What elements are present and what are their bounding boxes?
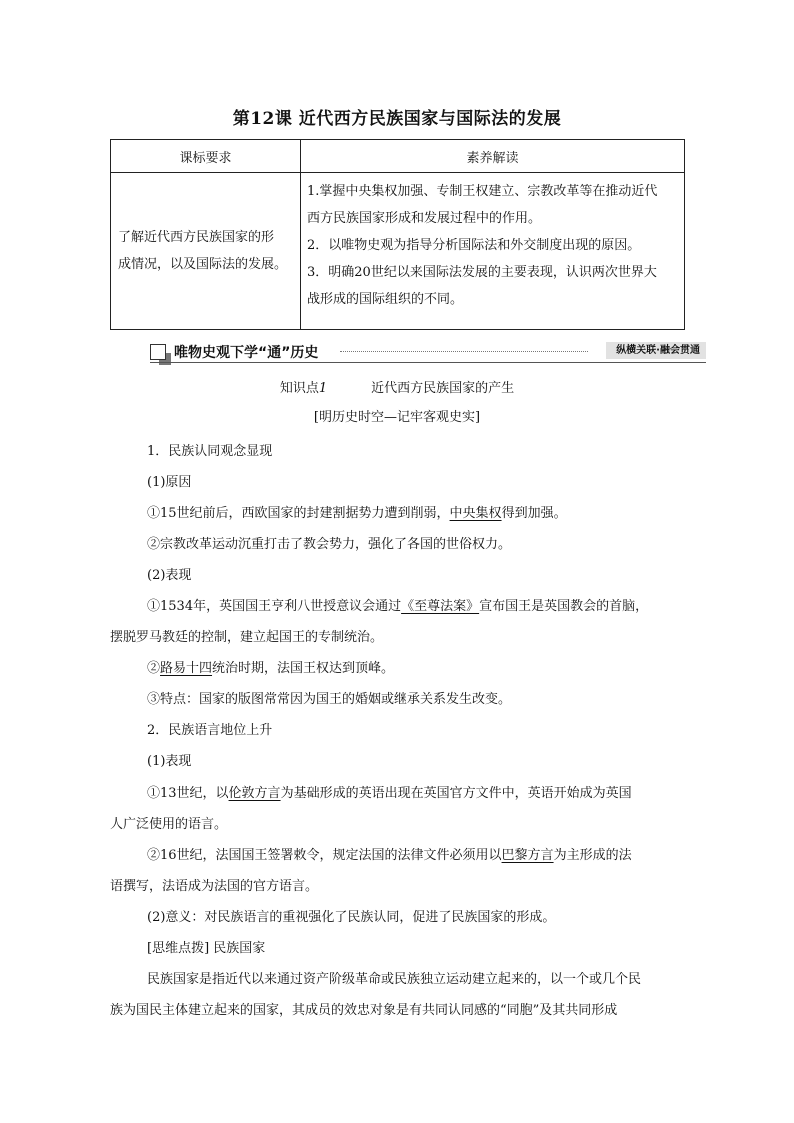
section-heading: 2．民族语言地位上升 [147, 723, 273, 738]
table-header-literacy: 素养解读 [301, 140, 685, 173]
paragraph-line: 摆脱罗马教廷的控制，建立起国王的专制统治。 [110, 630, 384, 645]
paragraph-line [147, 502, 567, 521]
text-span: 宣布国王是英国教会的首脑， [479, 599, 649, 614]
requirements-line: 成情况，以及国际法的发展。 [118, 257, 288, 272]
dotted-leader [340, 351, 588, 352]
knowledge-point-subtitle: [明历史时空—记牢客观史实] [313, 410, 481, 425]
literacy-line: 1.掌握中央集权加强、专制王权建立、宗教改革等在推动近代 [307, 184, 658, 199]
text-span: ①1534年，英国国王亨利八世授意议会通过 [147, 599, 402, 614]
paragraph-line: 民族国家是指近代以来通过资产阶级革命或民族独立运动建立起来的，以一个或几个民 [147, 972, 642, 987]
paragraph-line [147, 782, 632, 801]
lesson-title: 第12课 近代西方民族国家与国际法的发展 [232, 109, 562, 129]
underlined-term: 伦敦方言 [228, 786, 281, 801]
paragraph-line: (2)意义：对民族语言的重视强化了民族认同，促进了民族国家的形成。 [147, 910, 556, 925]
banner-rule [150, 362, 706, 363]
paragraph-line [147, 657, 394, 676]
text-span: ①15世纪前后，西欧国家的封建割据势力遭到削弱， [147, 506, 450, 521]
text-span: 为主形成的法 [553, 848, 632, 863]
paragraph-line [147, 844, 632, 863]
table-header-row [111, 140, 685, 173]
paragraph-line: 人广泛使用的语言。 [110, 817, 228, 832]
paragraph-line: 语撰写，法语成为法国的官方语言。 [110, 879, 319, 894]
knowledge-point-heading [0, 377, 794, 396]
section-heading: 1．民族认同观念显现 [147, 444, 273, 459]
text-span: ②16世纪，法国国王签署敕令，规定法国的法律文件必须用以 [147, 848, 502, 863]
sub-heading: (1)表现 [147, 754, 192, 769]
text-span: ② [147, 661, 161, 676]
literacy-line: 2．以唯物史观为指导分析国际法和外交制度出现的原因。 [307, 238, 641, 253]
text-span: 为基础形成的英语出现在英国官方文件中，英语开始成为英国 [280, 786, 632, 801]
square-bullet-icon [150, 344, 166, 360]
underlined-term: 《至尊法案》 [401, 599, 480, 614]
banner-tag: 纵横关联·融会贯通 [606, 342, 706, 359]
paragraph-line: ②宗教改革运动沉重打击了教会势力，强化了各国的世俗权力。 [147, 537, 512, 552]
literacy-cell [301, 173, 685, 330]
literacy-line: 西方民族国家形成和发展过程中的作用。 [307, 211, 542, 226]
text-span: ①13世纪，以 [147, 786, 229, 801]
knowledge-point-number: 1 [318, 381, 328, 396]
table-header-requirements: 课标要求 [111, 140, 301, 173]
sub-heading: (2)表现 [147, 568, 192, 583]
knowledge-point-title: 近代西方民族国家的产生 [371, 381, 515, 396]
underlined-term: 路易十四 [160, 661, 213, 676]
banner-label: 唯物史观下学“通”历史 [174, 345, 319, 361]
underlined-term: 中央集权 [449, 506, 502, 521]
curriculum-table [110, 139, 685, 330]
sub-heading: (1)原因 [147, 475, 192, 490]
text-span: 得到加强。 [501, 506, 567, 521]
paragraph-line: 族为国民主体建立起来的国家，其成员的效忠对象是有共同认同感的“同胞”及其共同形成 [110, 1003, 618, 1018]
paragraph-line: ③特点：国家的版图常常因为国王的婚姻或继承关系发生改变。 [147, 692, 512, 707]
underlined-term: 巴黎方言 [501, 848, 554, 863]
literacy-line: 3．明确20世纪以来国际法发展的主要表现，认识两次世界大 [307, 265, 657, 280]
requirements-cell [111, 173, 301, 330]
literacy-line: 战形成的国际组织的不同。 [307, 292, 464, 307]
section-banner [150, 341, 706, 363]
table-row [111, 173, 685, 330]
knowledge-point-label: 知识点 [279, 381, 319, 396]
thinking-tip-heading: [思维点拨] 民族国家 [147, 941, 266, 956]
text-span: 统治时期，法国王权达到顶峰。 [212, 661, 395, 676]
paragraph-line [147, 595, 648, 614]
requirements-line: 了解近代西方民族国家的形 [118, 230, 275, 245]
